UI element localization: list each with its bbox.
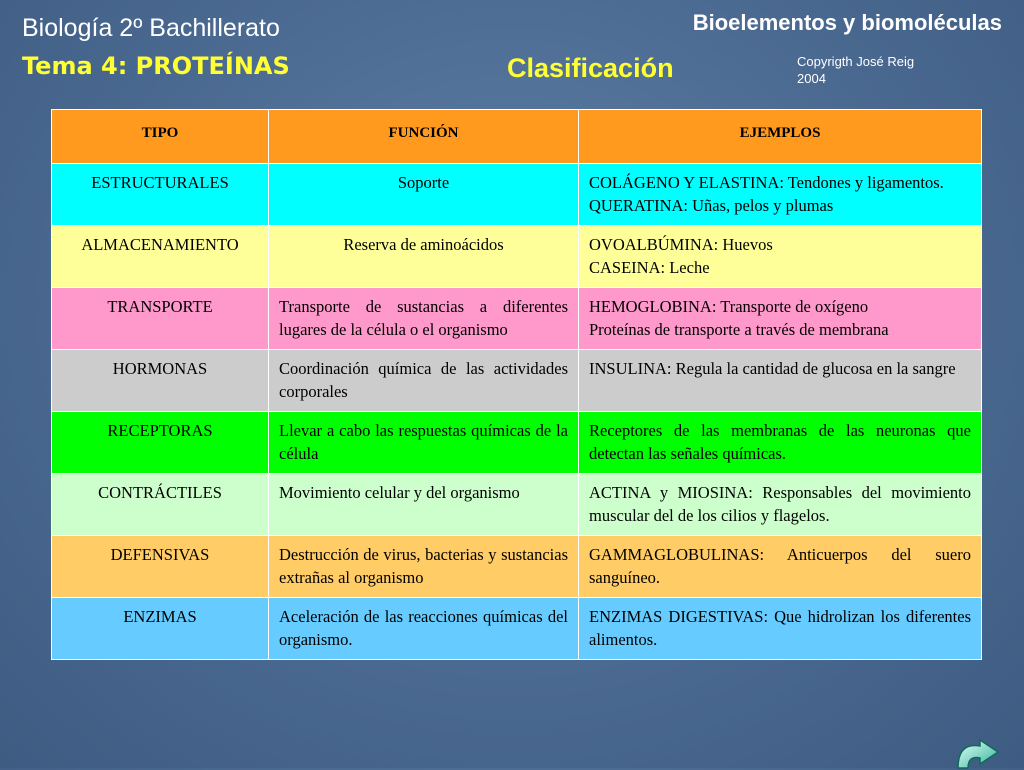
ejemplo-line: Proteínas de transporte a través de membrana [589, 320, 889, 339]
cell-tipo: DEFENSIVAS [52, 536, 269, 598]
section-title: Clasificación [507, 53, 674, 83]
copyright-line-1: Copyrigth José Reig [797, 54, 915, 69]
cell-ejemplos [579, 164, 982, 226]
cell-ejemplos [579, 474, 982, 536]
cell-funcion: Transporte de sustancias a diferentes lugares de la célula o el organismo [269, 288, 579, 350]
header-ejemplos: EJEMPLOS [579, 110, 982, 164]
cell-funcion: Llevar a cabo las respuestas químicas de la célula [269, 412, 579, 474]
table-row [52, 164, 982, 226]
cell-tipo: RECEPTORAS [52, 412, 269, 474]
table-header-row [52, 110, 982, 164]
cell-ejemplos [579, 350, 982, 412]
table-row [52, 412, 982, 474]
cell-funcion: Movimiento celular y del organismo [269, 474, 579, 536]
ejemplo-line: QUERATINA: Uñas, pelos y plumas [589, 196, 834, 215]
return-arrow-icon[interactable] [944, 738, 1004, 770]
ejemplo-line: OVOALBÚMINA: Huevos [589, 235, 773, 254]
cell-tipo: ESTRUCTURALES [52, 164, 269, 226]
cell-tipo: ENZIMAS [52, 598, 269, 660]
ejemplo-line: HEMOGLOBINA: Transporte de oxígeno [589, 297, 869, 316]
cell-funcion: Reserva de aminoácidos [269, 226, 579, 288]
header-tipo: TIPO [52, 110, 269, 164]
table-row [52, 474, 982, 536]
cell-tipo: HORMONAS [52, 350, 269, 412]
cell-funcion: Destrucción de virus, bacterias y sustancias extrañas al organismo [269, 536, 579, 598]
protein-classification-table [51, 109, 982, 660]
ejemplo-line: ENZIMAS DIGESTIVAS: Que hidrolizan los diferentes alimentos. [589, 607, 971, 649]
ejemplo-line: Receptores de las membranas de las neuronas que detectan las señales químicas. [589, 421, 971, 463]
copyright [797, 53, 967, 87]
cell-funcion: Coordinación química de las actividades corporales [269, 350, 579, 412]
header-funcion: FUNCIÓN [269, 110, 579, 164]
cell-funcion: Soporte [269, 164, 579, 226]
cell-ejemplos [579, 412, 982, 474]
cell-tipo: ALMACENAMIENTO [52, 226, 269, 288]
ejemplo-line: ACTINA y MIOSINA: Responsables del movimiento muscular del de los cilios y flagelos. [589, 483, 971, 525]
course-title: Biología 2º Bachillerato [22, 14, 280, 42]
cell-funcion: Aceleración de las reacciones químicas del organismo. [269, 598, 579, 660]
unit-title: Tema 4: PROTEÍNAS [22, 52, 290, 80]
table-row [52, 288, 982, 350]
copyright-line-2: 2004 [797, 71, 826, 86]
cell-tipo: TRANSPORTE [52, 288, 269, 350]
ejemplo-line: INSULINA: Regula la cantidad de glucosa en la sangre [589, 359, 956, 378]
cell-tipo: CONTRÁCTILES [52, 474, 269, 536]
ejemplo-line: GAMMAGLOBULINAS: Anticuerpos del suero sanguíneo. [589, 545, 971, 587]
table-row [52, 536, 982, 598]
cell-ejemplos [579, 536, 982, 598]
table-row [52, 350, 982, 412]
table-row [52, 226, 982, 288]
ejemplo-line: CASEINA: Leche [589, 258, 710, 277]
cell-ejemplos [579, 226, 982, 288]
table-row [52, 598, 982, 660]
ejemplo-line: COLÁGENO Y ELASTINA: Tendones y ligamentos. [589, 173, 944, 192]
cell-ejemplos [579, 598, 982, 660]
cell-ejemplos [579, 288, 982, 350]
topic-title: Bioelementos y biomoléculas [692, 10, 1002, 35]
